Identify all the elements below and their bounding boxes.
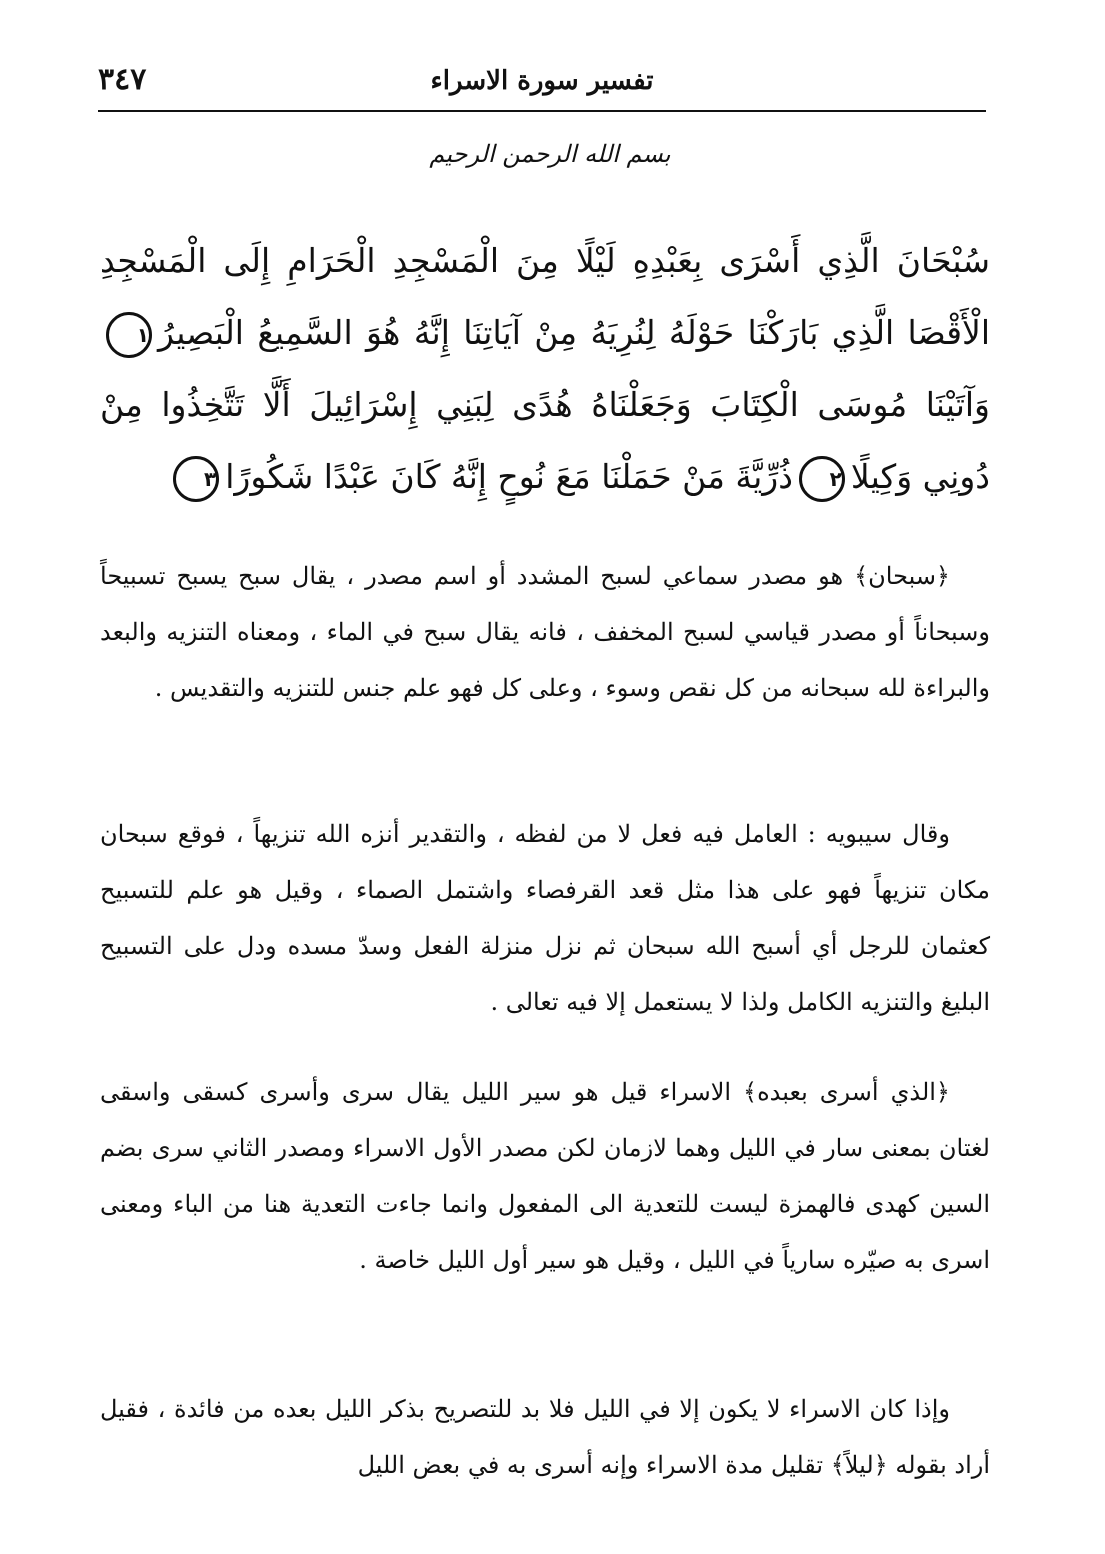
commentary-paragraph-2 (100, 806, 990, 1030)
quran-verses (100, 225, 990, 513)
verse-text-2: وَآتَيْنَا مُوسَى الْكِتَابَ وَجَعَلْنَاهُ هُدًى لِبَنِي إِسْرَائِيلَ أَلَّا تَتَّخِذُوا مِنْ دُونِي وَكِيلًا (100, 385, 990, 496)
header-rule (98, 110, 986, 112)
ayah-marker-2: ٢ (799, 456, 845, 502)
paragraph-3-text: ﴿الذي أسرى بعبده﴾ الاسراء قيل هو سير الليل يقال سرى وأسرى كسقى واسقى لغتان بمعنى سار في الليل وهما لازمان لكن مصدر الأول الاسراء ومصدر الثاني سرى بضم السين كهدى فالهمزة ليست للتعدية الى المفعول وانما جاءت التعدية هنا من الباء ومعنى اسرى به صيّره سارياً في الليل ، وقيل هو سير أول الليل خاصة . (100, 1078, 990, 1274)
paragraph-4-text: وإذا كان الاسراء لا يكون إلا في الليل فلا بد للتصريح بذكر الليل بعده من فائدة ، فقيل أراد بقوله ﴿ليلاً﴾ تقليل مدة الاسراء وإنه أسرى به في بعض الليل (100, 1395, 990, 1479)
paragraph-1-text: ﴿سبحان﴾ هو مصدر سماعي لسبح المشدد أو اسم مصدر ، يقال سبح يسبح تسبيحاً وسبحاناً أو مصدر قياسي لسبح المخفف ، فانه يقال سبح في الماء ، ومعناه التنزيه والبعد والبراءة لله سبحانه من كل نقص وسوء ، وعلى كل فهو علم جنس للتنزيه والتقديس . (100, 562, 990, 702)
basmala-calligraphy: بسم الله الرحمن الرحيم (429, 140, 671, 168)
page-header (98, 60, 986, 110)
verse-text-1: سُبْحَانَ الَّذِي أَسْرَى بِعَبْدِهِ لَيْلًا مِنَ الْمَسْجِدِ الْحَرَامِ إِلَى الْمَسْجِدِ الْأَقْصَا الَّذِي بَارَكْنَا حَوْلَهُ لِنُرِيَهُ مِنْ آيَاتِنَا إِنَّهُ هُوَ السَّمِيعُ الْبَصِيرُ (100, 241, 990, 352)
commentary-paragraph-4 (100, 1381, 990, 1493)
paragraph-2-text: وقال سيبويه : العامل فيه فعل لا من لفظه ، والتقدير أنزه الله تنزيهاً ، فوقع سبحان مكان تنزيهاً فهو على هذا مثل قعد القرفصاء واشتمل الصماء ، وقيل هو علم للتسبيح كعثمان للرجل أي أسبح الله سبحان ثم نزل منزلة الفعل وسدّ مسده ودل على التسبيح البليغ والتنزيه الكامل ولذا لا يستعمل إلا فيه تعالى . (100, 820, 990, 1016)
verse-text-3: ذُرِّيَّةَ مَنْ حَمَلْنَا مَعَ نُوحٍ إِنَّهُ كَانَ عَبْدًا شَكُورًا (225, 457, 793, 496)
commentary-paragraph-3 (100, 1064, 990, 1288)
commentary-paragraph-1 (100, 548, 990, 716)
page-number: ٣٤٧ (98, 62, 147, 97)
running-title: تفسير سورة الاسراء (430, 66, 654, 96)
ayah-marker-1: ١ (106, 312, 152, 358)
ayah-marker-3: ٣ (173, 456, 219, 502)
